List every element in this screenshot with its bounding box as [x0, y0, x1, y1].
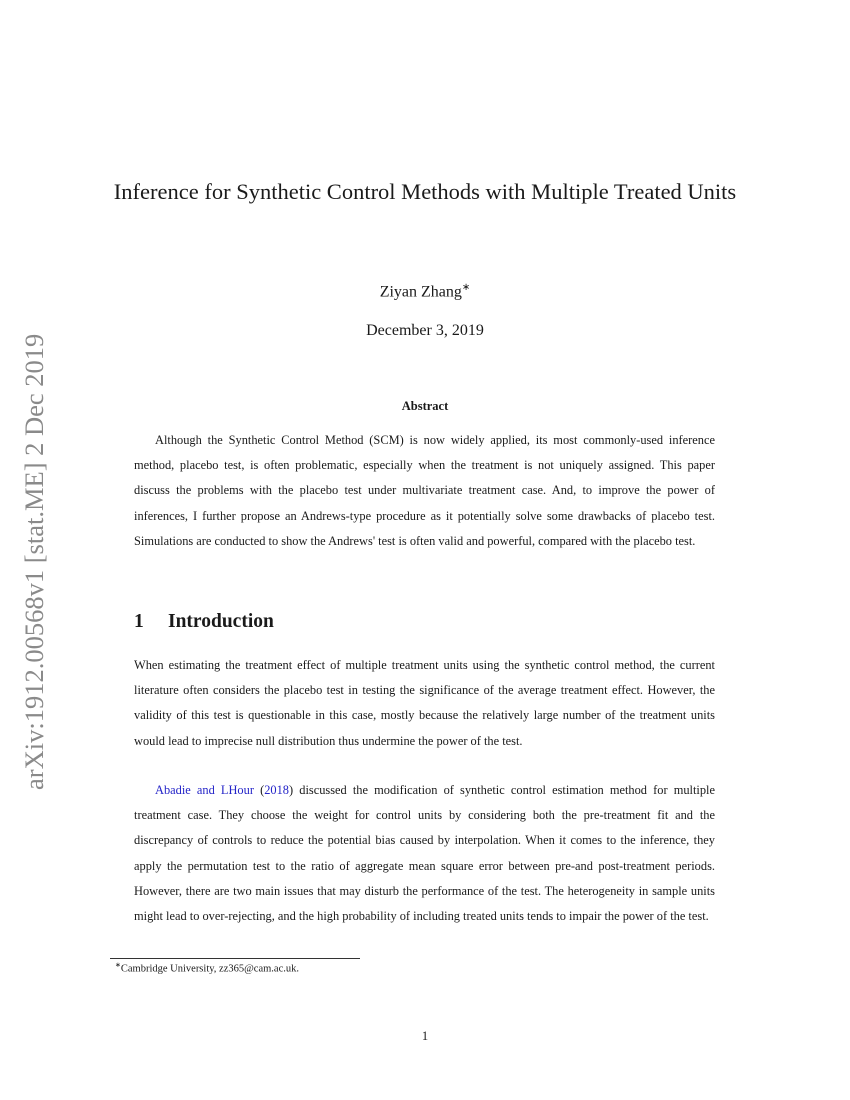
section-number: 1 — [134, 611, 144, 632]
abstract-heading: Abstract — [401, 399, 449, 413]
paper-date: December 3, 2019 — [366, 322, 484, 339]
citation-link-year[interactable]: 2018 — [264, 783, 289, 797]
author-line — [0, 282, 850, 301]
footnote-divider — [110, 958, 360, 959]
author-name: Ziyan Zhang — [379, 283, 462, 301]
footnote-text: Cambridge University, zz365@cam.ac.uk. — [120, 963, 299, 975]
introduction-paragraph-2 — [134, 778, 715, 929]
arxiv-identifier-stamp: arXiv:1912.00568v1 [stat.ME] 2 Dec 2019 — [19, 333, 49, 790]
section-heading-introduction — [134, 611, 274, 633]
abstract-text: Although the Synthetic Control Method (SCM) is now widely applied, its most commonly-used inference method, placebo test, is often problematic, especially when the treatment is not uniquely assigned. This paper discuss the problems with the placebo test under multivariate treatment case. And, to improve the power of inferences, I further propose an Andrews-type procedure as it potentially solve some drawbacks of placebo test. Simulations are conducted to show the Andrews' test is often valid and powerful, compared with the placebo test. — [134, 433, 715, 548]
section-title: Introduction — [168, 611, 274, 632]
citation-link-authors[interactable]: Abadie and LHour — [155, 783, 254, 797]
introduction-paragraph-1: When estimating the treatment effect of multiple treatment units using the synthetic control method, the current literature often considers the placebo test in testing the significance of the average treatment effect. However, the validity of this test is questionable in this case, mostly because the relatively large number of the treatment units would lead to imprecise null distribution thus undermine the power of the test. — [134, 658, 715, 748]
footnote-mark: ∗ — [115, 961, 121, 969]
paper-title: Inference for Synthetic Control Methods with Multiple Treated Units — [113, 179, 737, 204]
citation-open-paren: ( — [253, 783, 265, 797]
page-number: 1 — [421, 1029, 429, 1043]
paragraph-2-text: ) discussed the modification of synthetic control estimation method for multiple treatment case. They choose the weight for control units by considering both the pre-treatment fit and the discrepancy of controls to reduce the potential bias caused by interpolation. When it comes to the inference, they apply the permutation test to the ratio of aggregate mean square error between pre-and post-treatment periods. However, there are two main issues that may disturb the performance of the test. The heterogeneity in sample units might lead to over-rejecting, and the high probability of including treated units tends to impair the power of the test. — [134, 783, 715, 924]
footnote — [115, 961, 299, 975]
author-footnote-mark[interactable]: ∗ — [461, 282, 471, 293]
